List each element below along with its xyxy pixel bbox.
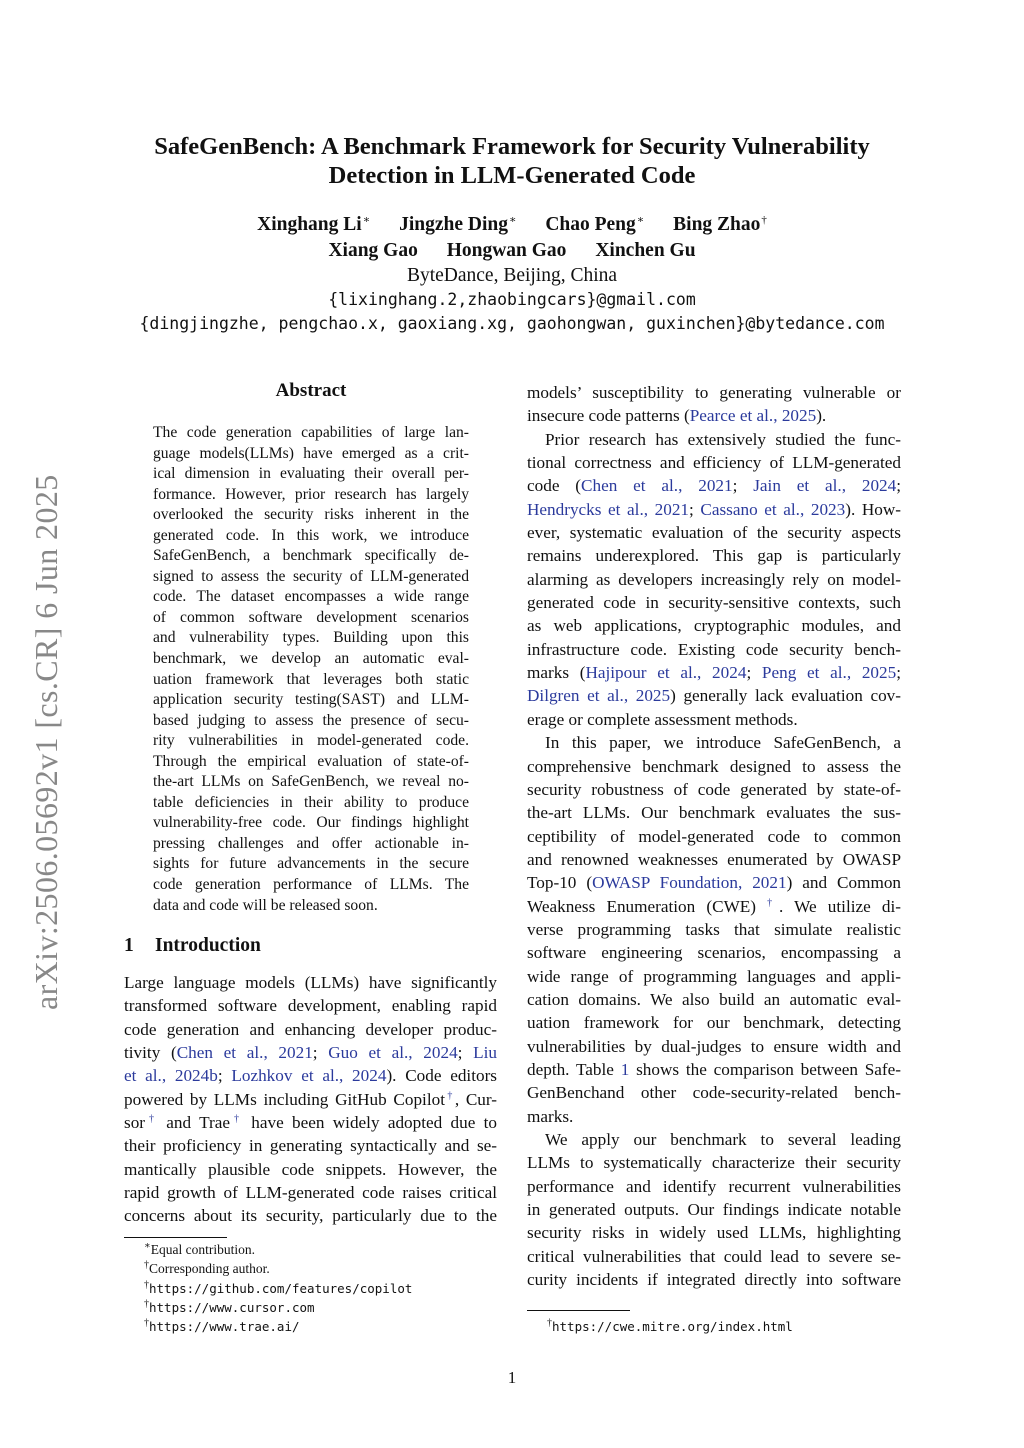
affiliation: ByteDance, Beijing, China [406,265,618,286]
footnote-link[interactable]: †https://github.com/features/copilot [144,1279,413,1296]
email-line-1: {lixinghang.2,zhaobingcars}@gmail.com [328,290,696,309]
right-column-body: models’ susceptibility to generating vulnerable or insecure code patterns (Pearce et al., 2025). Prior research has extensively studied the func- tional correctness and efficiency of LLM-generated code (Chen et al., 2021; Jain et al., 2024; Hendrycks et al., 2021; Cassano et al., 2023). How- ever, systematic evaluation of the security aspects remains underexplored. This gap is particularly alarming as developers increasingly rely on model- generated code in security-sensitive contexts, such as web applications, cryptographic modules, and infrastructure code. Existing code security bench- marks (Hajipour et al., 2024; Peng et al., 2025; Dilgren et al., 2025) generally lack evaluation cov- erage or complete assessment methods. In this paper, we introduce SafeGenBench, a comprehensive benchmark designed to assess the security robustness of code generated by state-of- the-art LLMs. Our benchmark evaluates the sus- ceptibility of model-generated code to common and renowned weaknesses enumerated by OWASP Top-10 (OWASP Foundation, 2021) and Common Weakness Enumeration (CWE) †. We utilize di- verse programming tasks that simulate realistic software engineering scenarios, encompassing a wide range of programming languages and appli- cation domains. We also build an automatic eval- uation framework for our benchmark, detecting vulnerabilities by dual-judges to ensure width and depth. Table 1 shows the comparison between Safe- GenBenchand other code-security-related bench- marks. We apply our benchmark to several leading LLMs to systematically characterize their security performance and identify recurrent vulnerabilities in generated outputs. Our findings indicate notable security risks in widely used LLMs, highlighting critical vulnerabilities that could lead to severe se- curity incidents if integrated directly into software [527,383,902,1290]
citation-link[interactable]: Pearce et al., 2025 [689,406,817,426]
citation-link[interactable]: et al., 2024b [124,1066,218,1086]
author: Chao Peng∗ [545,213,645,235]
introduction-body: Large language models (LLMs) have significantly transformed software development, enabling rapid code generation and enhancing developer produc- tivity (Chen et al., 2021; Guo et al., 2024; Liu et al., 2024b; Lozhkov et al., 2024). Code editors powered by LLMs including GitHub Copilot†, Cur- sor† and Trae† have been widely adopted due to their proficiency in generating syntactically and se- mantically plausible code snippets. However, the rapid growth of LLM-generated code raises critical concerns about its security, particularly due to the [124,973,498,1226]
abstract-body: The code generation capabilities of large lan- guage models(LLMs) have emerged as a crit- ical dimension in evaluating their overall per- formance. However, prior research has largely overlooked the security risks inherent in the generated code. In this work, we introduce SafeGenBench, a benchmark specifically de- signed to assess the security of LLM-generated code. The dataset encompasses a wide range of common software development scenarios and vulnerability types. Building upon this benchmark, we develop an automatic eval- uation framework that leverages both static application security testing(SAST) and LLM- based judging to assess the presence of secu- rity vulnerabilities in model-generated code. Through the empirical evaluation of state-of- the-art LLMs on SafeGenBench, we reveal no- table deficiencies in their ability to produce vulnerability-free code. Our findings highlight pressing challenges and offer actionable in- sights for future advancements in the secure code generation performance of LLMs. The data and code will be released soon. [153,424,469,914]
footnote-link[interactable]: †https://www.cursor.com [144,1298,315,1315]
page-number: 1 [507,1368,517,1387]
footnotes-left [144,1240,412,1336]
author: Xiang Gao [328,240,418,261]
citation-link[interactable]: OWASP Foundation, 2021 [592,873,787,893]
footnote-rule [124,1237,227,1238]
citation-link[interactable]: Dilgren et al., 2025 [527,686,671,706]
citation-link[interactable]: Peng et al., 2025 [761,663,897,683]
citation-link[interactable]: Lozhkov et al., 2024 [231,1066,387,1086]
author: Xinghang Li∗ [257,213,371,235]
footnote-marker[interactable]: † [229,1113,243,1125]
authors-row-1 [60,214,964,236]
title-line-2: Detection in LLM-Generated Code [328,162,696,189]
arxiv-stamp: arXiv:2506.05692v1 [cs.CR] 6 Jun 2025 [28,474,64,1010]
citation-link[interactable]: Liu [473,1043,497,1063]
paper-title [60,132,964,190]
footnote-link[interactable]: †https://www.trae.ai/ [144,1317,300,1335]
author: Xinchen Gu [595,240,696,261]
citation-link[interactable]: Chen et al., 2021 [581,476,733,496]
citation-link[interactable]: Hajipour et al., 2024 [585,663,747,683]
table-reference-link[interactable]: 1 [620,1059,630,1079]
footnote-marker[interactable]: † [767,896,780,908]
author: Hongwan Gao [446,240,567,261]
footnote-rule [527,1310,630,1311]
citation-link[interactable]: Jain et al., 2024 [753,476,897,496]
footnote: ∗Equal contribution. [144,1240,256,1257]
section-heading-introduction: 1 Introduction [124,935,261,956]
author: Bing Zhao† [673,213,767,235]
citation-link[interactable]: Cassano et al., 2023 [700,499,846,519]
authors-row-2 [60,240,964,262]
citation-link[interactable]: Guo et al., 2024 [328,1043,458,1063]
footnote-marker[interactable]: † [145,1113,159,1125]
citation-link[interactable]: Chen et al., 2021 [176,1043,313,1063]
footnote-link[interactable]: †https://cwe.mitre.org/index.html [547,1317,793,1334]
footnote: †Corresponding author. [144,1259,270,1277]
email-line-2: {dingjingzhe, pengchao.x, gaoxiang.xg, gaohongwan, guxinchen}@bytedance.com [139,314,885,333]
author: Jingzhe Ding∗ [399,213,517,235]
title-line-1: SafeGenBench: A Benchmark Framework for Security Vulnerability [154,133,870,160]
citation-link[interactable]: Hendrycks et al., 2021 [527,499,690,519]
footnote-marker[interactable]: † [444,1089,455,1101]
abstract-heading: Abstract [275,380,347,401]
